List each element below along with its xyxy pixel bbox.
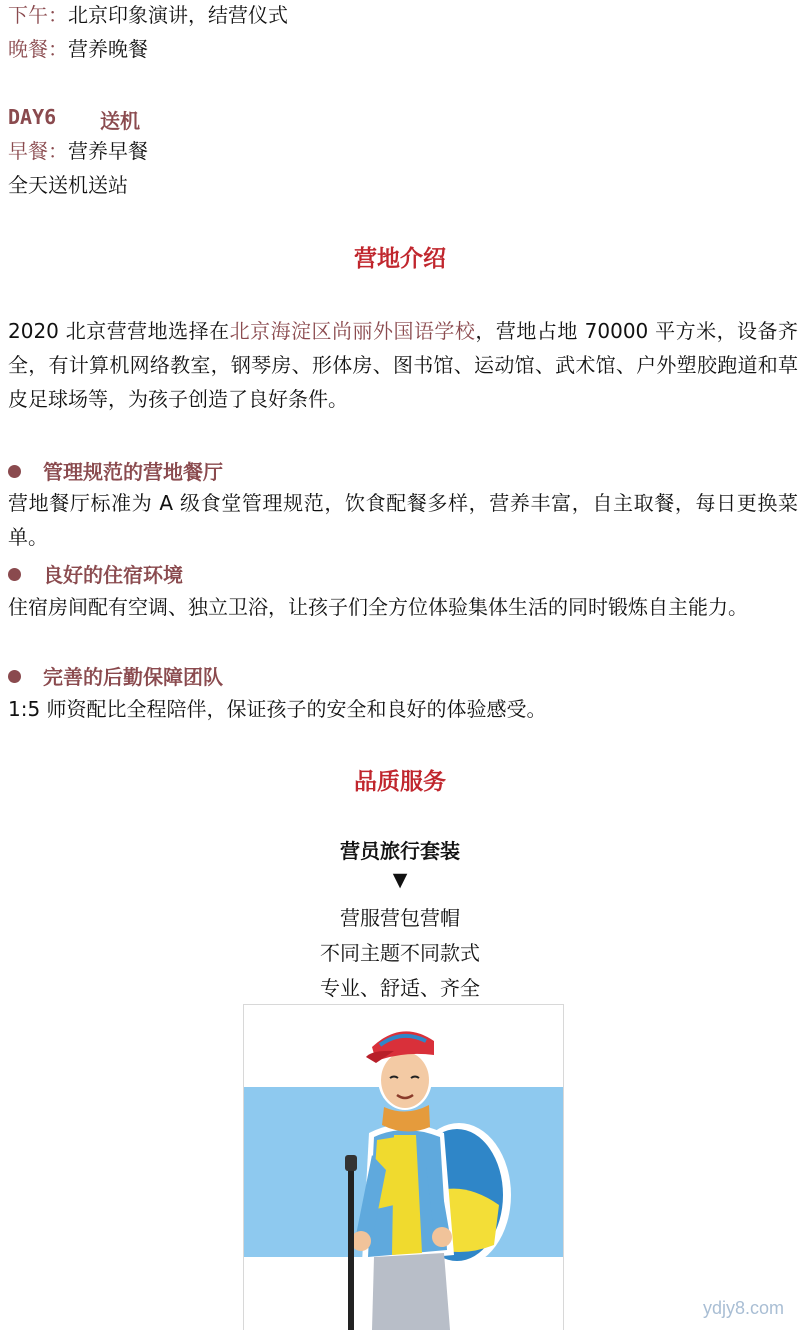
bullet-dot-icon <box>8 670 21 683</box>
schedule-breakfast <box>8 134 148 168</box>
dinner-text: 营养晚餐 <box>68 37 148 61</box>
day6-label: DAY6 <box>8 105 57 129</box>
service-line-2: 不同主题不同款式 <box>320 941 480 965</box>
afternoon-label: 下午： <box>8 3 68 27</box>
service-subheading: 营员旅行套装 <box>340 839 460 863</box>
watermark: ydjy8.com <box>702 1298 784 1318</box>
service-heading: 品质服务 <box>354 769 446 795</box>
dinner-label: 晚餐： <box>8 37 68 61</box>
feature-title-support: 完善的后勤保障团队 <box>8 661 223 690</box>
down-triangle-icon: ▼ <box>392 869 408 891</box>
service-line-3: 专业、舒适、齐全 <box>320 976 480 1000</box>
schedule-dinner <box>8 32 148 66</box>
feature-text-dining: 营地餐厅标准为 A 级食堂管理规范，饮食配餐多样，营养丰富，自主取餐，每日更换菜单。 <box>8 491 798 549</box>
breakfast-label: 早餐： <box>8 139 68 163</box>
day6-title: 送机 <box>100 109 140 133</box>
bullet-dot-icon <box>8 568 21 581</box>
service-line-1: 营服营包营帽 <box>340 906 460 930</box>
schedule-allday: 全天送机送站 <box>8 173 128 197</box>
feature-text-support: 1:5 师资配比全程陪伴，保证孩子的安全和良好的体验感受。 <box>8 697 547 721</box>
feature-title-dining: 管理规范的营地餐厅 <box>8 456 223 485</box>
camper-photo <box>243 1004 564 1330</box>
camp-intro <box>8 314 798 416</box>
feature-title-lodging: 良好的住宿环境 <box>8 559 183 588</box>
camp-intro-before: 2020 北京营营地选择在 <box>8 319 230 343</box>
breakfast-text: 营养早餐 <box>68 139 148 163</box>
camp-intro-highlight: 北京海淀区尚丽外国语学校 <box>229 319 476 343</box>
schedule-afternoon <box>8 0 288 32</box>
afternoon-text: 北京印象演讲，结营仪式 <box>68 3 288 27</box>
camp-heading: 营地介绍 <box>354 246 446 272</box>
feature-text-lodging: 住宿房间配有空调、独立卫浴，让孩子们全方位体验集体生活的同时锻炼自主能力。 <box>8 595 748 619</box>
camp-intro-after: ，营地占地 70000 平方米，设备齐全，有计算机网络教室，钢琴房、形体房、图书馆、运动馆、武术馆、户外塑胶跑道和草皮足球场等，为孩子创造了良好条件。 <box>8 319 799 411</box>
bullet-dot-icon <box>8 465 21 478</box>
